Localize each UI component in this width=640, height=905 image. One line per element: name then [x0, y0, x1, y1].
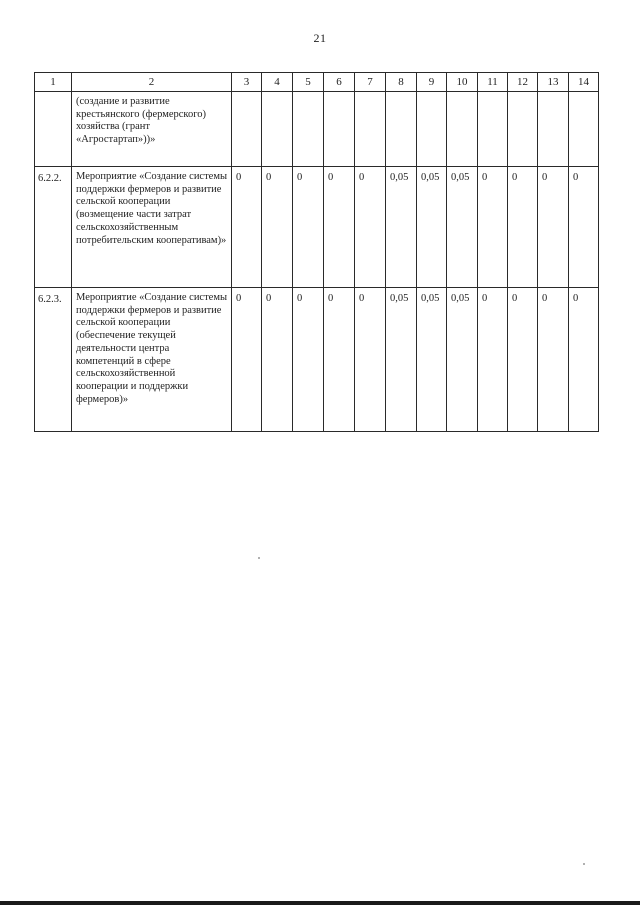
column-header: 4	[262, 73, 293, 92]
value-cell: 0	[293, 167, 324, 288]
value-cell	[262, 92, 293, 167]
value-cell: 0	[508, 167, 538, 288]
page-number: 21	[313, 31, 327, 45]
value-cell	[355, 92, 386, 167]
row-code	[35, 92, 72, 167]
value-cell: 0	[232, 288, 262, 432]
column-header: 11	[478, 73, 508, 92]
column-header: 8	[386, 73, 417, 92]
value-cell: 0	[293, 288, 324, 432]
table-header-row	[35, 73, 599, 92]
column-header: 10	[447, 73, 478, 92]
row-name: Мероприятие «Создание системы поддержки фермеров и развитие сельской кооперации (возмещение части затрат сельскохозяйственным потребительским кооперативам)»	[72, 167, 232, 288]
value-cell: 0	[569, 167, 599, 288]
value-cell: 0	[262, 288, 293, 432]
row-code: 6.2.3.	[35, 288, 72, 432]
value-cell	[324, 92, 355, 167]
column-header: 2	[72, 73, 232, 92]
value-cell: 0,05	[417, 288, 447, 432]
row-name: (создание и развитие крестьянского (фермерского) хозяйства (грант «Агростартап»))»	[72, 92, 232, 167]
column-header: 3	[232, 73, 262, 92]
value-cell: 0	[324, 288, 355, 432]
scan-edge	[0, 901, 640, 905]
value-cell	[232, 92, 262, 167]
value-cell	[386, 92, 417, 167]
value-cell	[478, 92, 508, 167]
value-cell: 0	[508, 288, 538, 432]
value-cell: 0	[538, 288, 569, 432]
scan-speck	[258, 557, 260, 559]
column-header: 5	[293, 73, 324, 92]
value-cell: 0,05	[417, 167, 447, 288]
table-row	[35, 92, 599, 167]
scan-speck	[583, 863, 585, 865]
table-row	[35, 288, 599, 432]
value-cell: 0,05	[386, 167, 417, 288]
column-header: 1	[35, 73, 72, 92]
value-cell: 0	[538, 167, 569, 288]
row-code: 6.2.2.	[35, 167, 72, 288]
value-cell	[569, 92, 599, 167]
column-header: 9	[417, 73, 447, 92]
value-cell	[508, 92, 538, 167]
value-cell: 0	[232, 167, 262, 288]
value-cell: 0	[324, 167, 355, 288]
value-cell	[417, 92, 447, 167]
value-cell: 0,05	[447, 167, 478, 288]
row-name: Мероприятие «Создание системы поддержки фермеров и развитие сельской кооперации (обеспечение текущей деятельности центра компетенций в сфере сельскохозяйственной кооперации и поддержки фермеров)»	[72, 288, 232, 432]
value-cell: 0,05	[447, 288, 478, 432]
value-cell	[538, 92, 569, 167]
column-header: 12	[508, 73, 538, 92]
column-header: 6	[324, 73, 355, 92]
column-header: 14	[569, 73, 599, 92]
value-cell: 0	[355, 288, 386, 432]
value-cell: 0	[478, 288, 508, 432]
value-cell: 0	[355, 167, 386, 288]
column-header: 7	[355, 73, 386, 92]
value-cell: 0	[569, 288, 599, 432]
column-header: 13	[538, 73, 569, 92]
value-cell	[293, 92, 324, 167]
value-cell	[447, 92, 478, 167]
value-cell: 0,05	[386, 288, 417, 432]
value-cell: 0	[478, 167, 508, 288]
budget-table	[34, 72, 599, 432]
value-cell: 0	[262, 167, 293, 288]
table-row	[35, 167, 599, 288]
